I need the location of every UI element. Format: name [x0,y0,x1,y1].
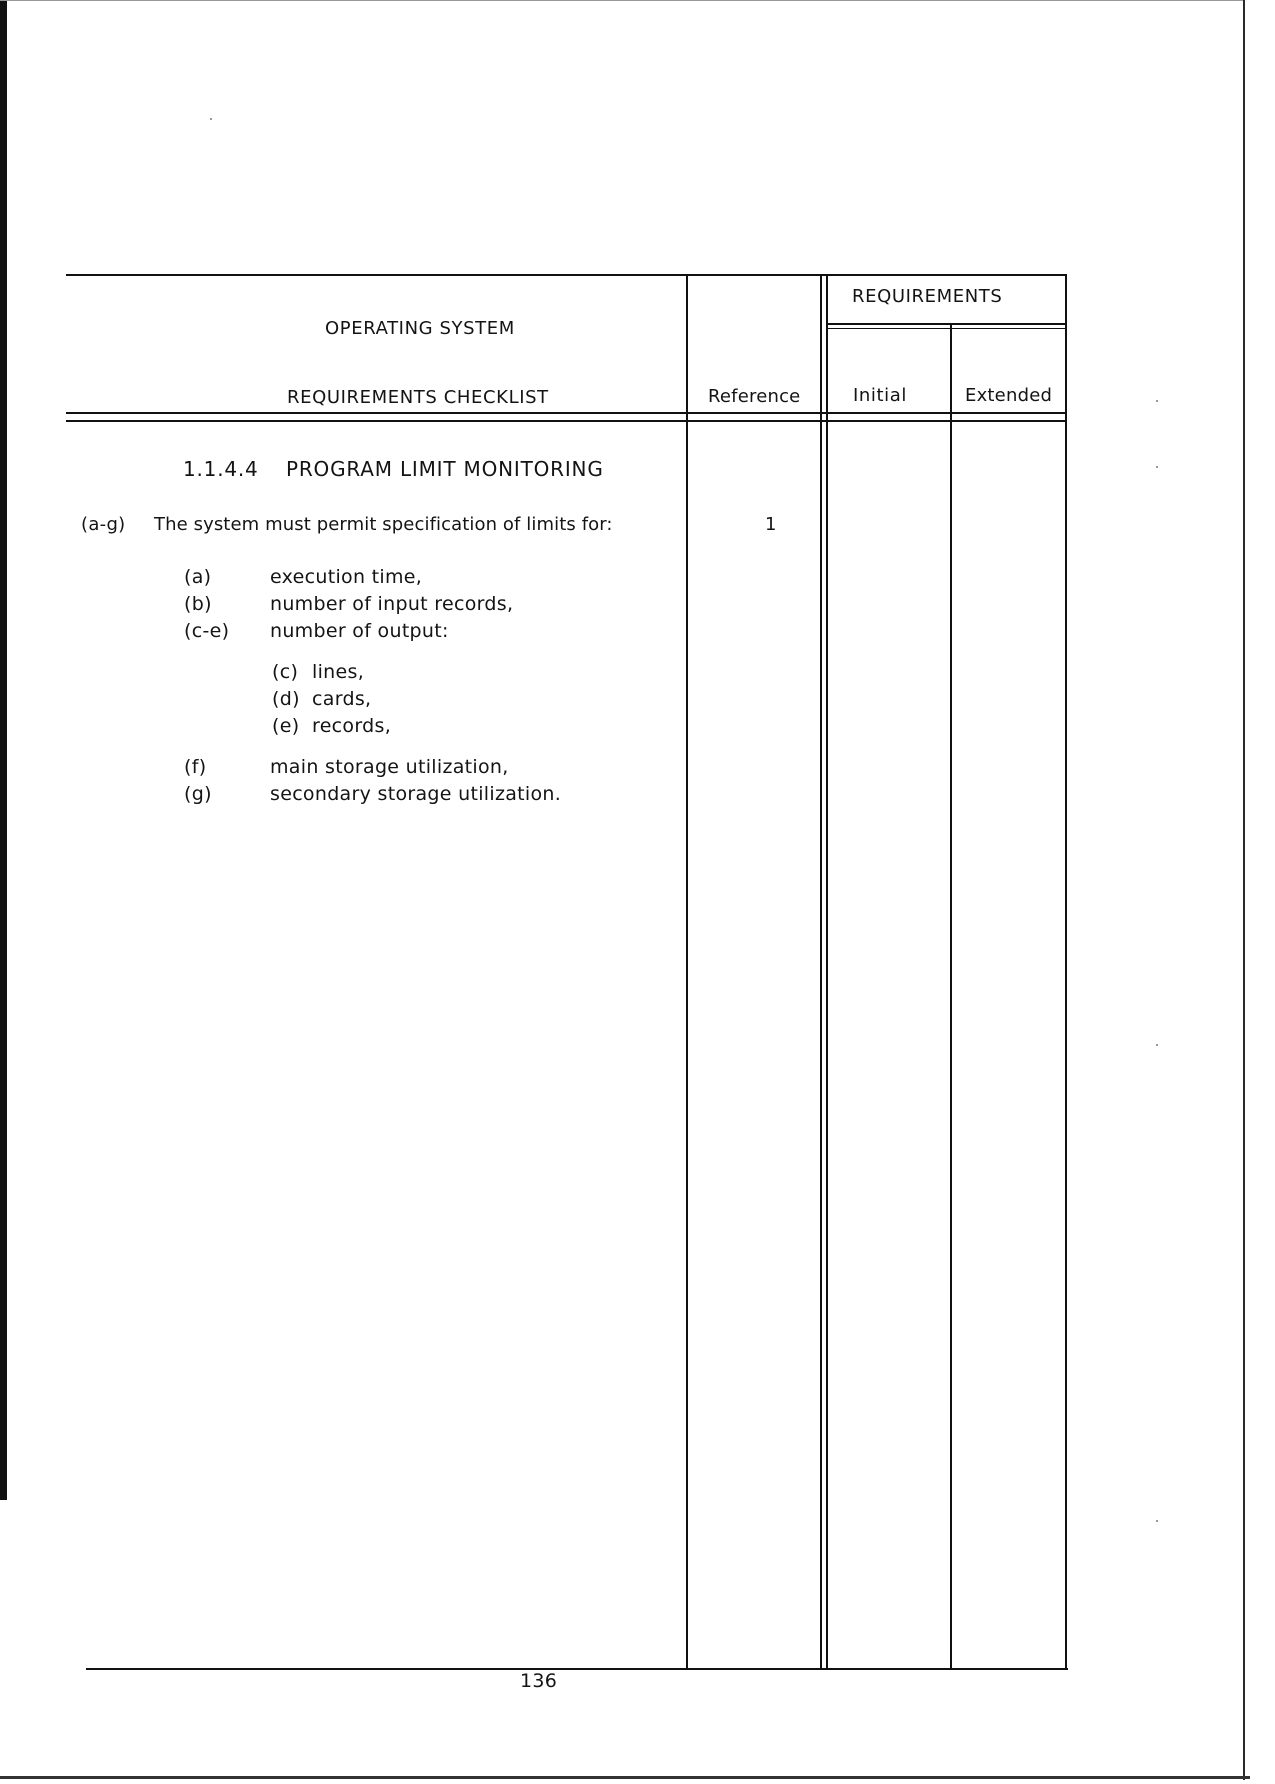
item-text: number of output: [270,620,449,642]
requirement-reference: 1 [765,514,777,535]
reference-column-right-rule [820,274,822,1670]
subitem-text: lines, [312,661,365,683]
requirements-header-rule-2 [826,328,1066,329]
section-number: 1.1.4.4 [183,457,259,481]
scan-speck [1156,1044,1158,1046]
page-right-edge [1243,0,1245,1780]
table-bottom-rule [86,1668,1068,1670]
page-number: 136 [520,1670,558,1692]
reference-column-left-rule [686,274,688,1670]
subitem-label: (e) [272,715,300,737]
page-top-edge [0,0,1245,1]
requirements-column-header: REQUIREMENTS [852,286,1003,307]
initial-column-header: Initial [853,385,908,406]
scan-speck [210,118,212,120]
item-text: number of input records, [270,593,514,615]
table-top-rule [66,274,1066,276]
extended-column-header: Extended [965,385,1053,406]
section-title: PROGRAM LIMIT MONITORING [286,457,604,481]
requirement-label: (a-g) [81,514,126,535]
requirements-header-rule [826,323,1066,325]
page-left-edge [0,0,7,1500]
scan-speck [1156,400,1158,402]
item-label: (c-e) [184,620,230,642]
subitem-label: (d) [272,688,300,710]
item-label: (g) [184,783,212,805]
page-bottom-edge [0,1776,1250,1779]
table-right-rule [1065,274,1067,1670]
header-bottom-rule [66,412,1066,414]
extended-column-left-rule [950,325,952,1670]
subitem-label: (c) [272,661,299,683]
initial-column-left-rule [826,274,828,1670]
checklist-title-line1: OPERATING SYSTEM [325,318,515,339]
subitem-text: cards, [312,688,372,710]
item-text: main storage utilization, [270,756,509,778]
item-label: (b) [184,593,212,615]
checklist-title-line2: REQUIREMENTS CHECKLIST [287,387,549,408]
subitem-text: records, [312,715,392,737]
item-text: execution time, [270,566,423,588]
reference-column-header: Reference [708,386,801,407]
header-bottom-rule-2 [66,420,1066,422]
item-text: secondary storage utilization. [270,783,562,805]
item-label: (f) [184,756,207,778]
scan-speck [1156,466,1158,468]
scan-speck [1156,1520,1158,1522]
item-label: (a) [184,566,212,588]
requirement-text: The system must permit specification of limits for: [154,514,613,535]
